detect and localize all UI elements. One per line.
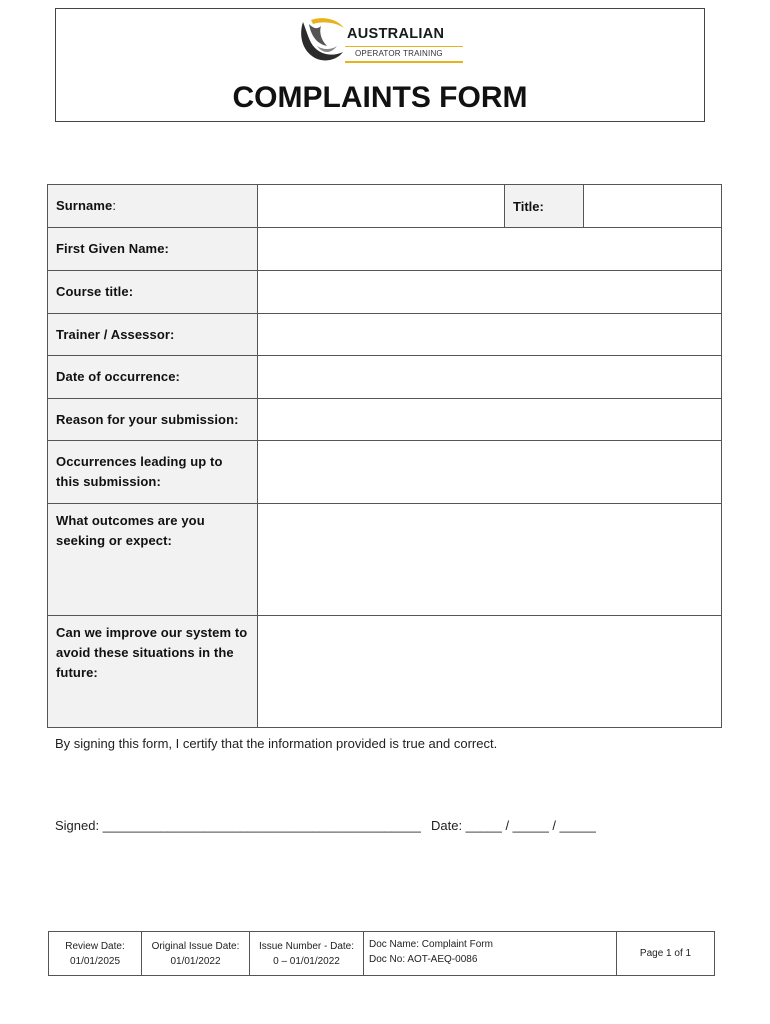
occurrences-label: Occurrences leading up to this submission: xyxy=(48,441,258,504)
logo-rule xyxy=(345,46,463,47)
surname-label-text: Surname xyxy=(56,198,113,213)
course-title-label: Course title: xyxy=(48,271,258,314)
signature-date-line[interactable]: Date: _____ / _____ / _____ xyxy=(431,818,596,833)
review-date-label: Review Date: xyxy=(65,940,125,952)
improve-field[interactable] xyxy=(258,616,722,728)
footer-page-number: Page 1 of 1 xyxy=(617,932,715,976)
doc-name: Doc Name: Complaint Form xyxy=(369,939,493,950)
surname-label-colon: : xyxy=(112,198,117,213)
reason-label: Reason for your submission: xyxy=(48,399,258,441)
improve-label: Can we improve our system to avoid these situations in the future: xyxy=(48,616,258,728)
first-name-label: First Given Name: xyxy=(48,228,258,271)
surname-label xyxy=(48,185,258,228)
logo-tagline: OPERATOR TRAINING xyxy=(355,49,443,58)
original-issue-value: 01/01/2022 xyxy=(170,955,221,967)
form-row-occurrences xyxy=(48,441,722,504)
header-box xyxy=(55,8,705,122)
form-row-course-title xyxy=(48,271,722,314)
title-field[interactable] xyxy=(584,185,722,228)
trainer-label: Trainer / Assessor: xyxy=(48,314,258,356)
document-footer-table xyxy=(48,931,715,976)
complaint-form-table xyxy=(47,184,722,728)
footer-issue-number xyxy=(250,932,364,976)
outcomes-field[interactable] xyxy=(258,504,722,616)
logo-brand-text: AUSTRALIAN xyxy=(347,26,445,42)
first-name-field[interactable] xyxy=(258,228,722,271)
course-title-field[interactable] xyxy=(258,271,722,314)
company-logo xyxy=(297,16,467,66)
page-title: COMPLAINTS FORM xyxy=(232,81,528,114)
form-row-trainer xyxy=(48,314,722,356)
outcomes-label: What outcomes are you seeking or expect: xyxy=(48,504,258,616)
footer-row xyxy=(49,932,715,976)
trainer-field[interactable] xyxy=(258,314,722,356)
issue-number-value: 0 – 01/01/2022 xyxy=(273,955,340,967)
certification-statement: By signing this form, I certify that the information provided is true and correct. xyxy=(55,736,498,751)
footer-review-date xyxy=(49,932,142,976)
form-row-reason xyxy=(48,399,722,441)
signature-line[interactable]: Signed: ____________________________________________ xyxy=(55,818,421,833)
doc-number: Doc No: AOT-AEQ-0086 xyxy=(369,954,478,965)
eagle-logo-icon xyxy=(297,16,345,66)
form-row-date xyxy=(48,356,722,399)
footer-doc-info xyxy=(364,932,617,976)
form-row-first-name xyxy=(48,228,722,271)
form-row-outcomes xyxy=(48,504,722,616)
reason-field[interactable] xyxy=(258,399,722,441)
surname-field[interactable] xyxy=(258,185,505,228)
footer-original-issue xyxy=(142,932,250,976)
logo-underline xyxy=(345,61,463,63)
date-of-occurrence-label: Date of occurrence: xyxy=(48,356,258,399)
form-row-surname xyxy=(48,185,722,228)
review-date-value: 01/01/2025 xyxy=(69,955,121,967)
issue-number-label: Issue Number - Date: xyxy=(258,940,355,952)
original-issue-label: Original Issue Date: xyxy=(151,940,240,952)
occurrences-field[interactable] xyxy=(258,441,722,504)
title-label: Title: xyxy=(505,185,584,228)
form-row-improve xyxy=(48,616,722,728)
date-of-occurrence-field[interactable] xyxy=(258,356,722,399)
